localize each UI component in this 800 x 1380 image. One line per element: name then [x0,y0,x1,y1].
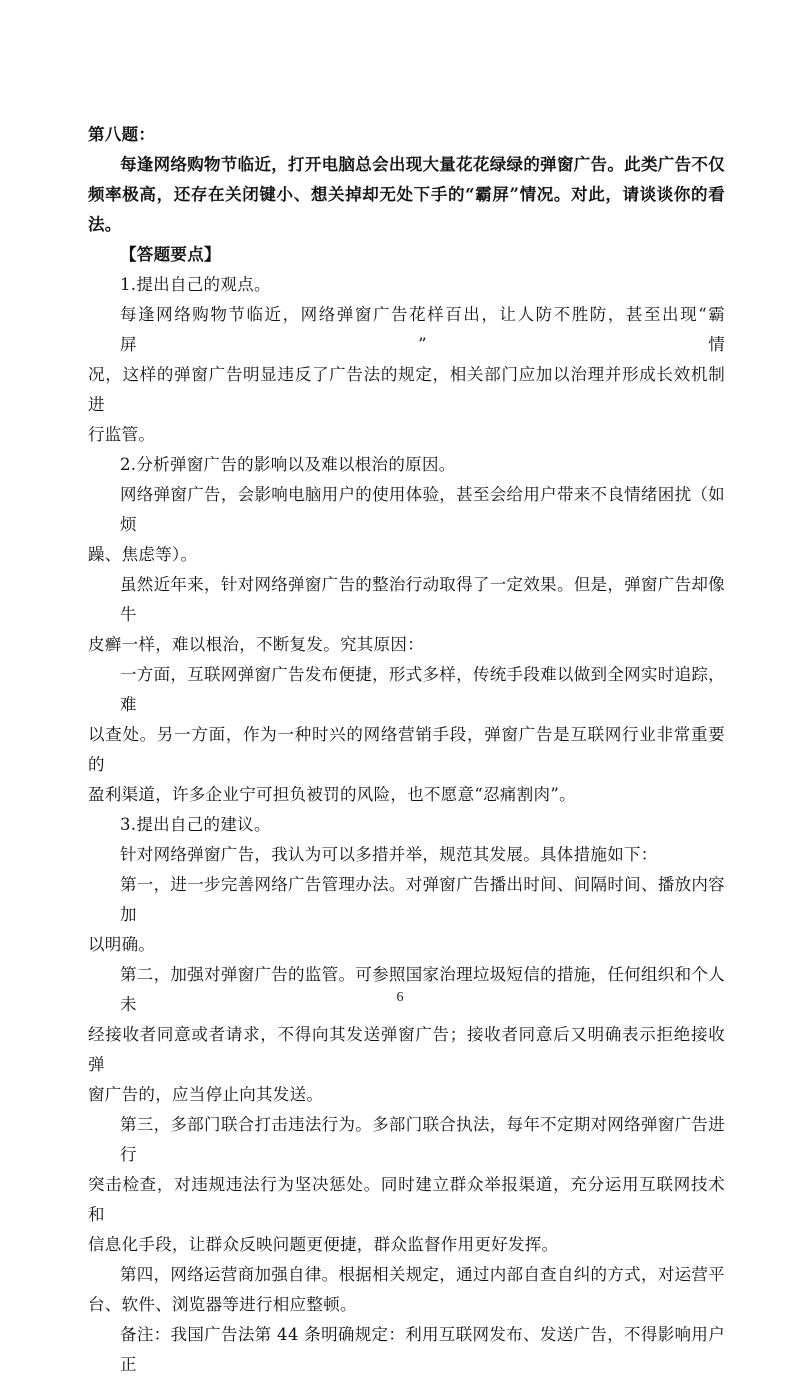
question-title: 第八题： [88,125,156,144]
document-page [88,120,725,1380]
answer-line: 信息化手段，让群众反映问题更便捷，群众监督作用更好发挥。 [88,1235,559,1254]
question-prompt-line: 频率极高，还存在关闭键小、想关掉却无处下手的“霸屏”情况。对此，请谈谈你的看 [88,185,725,204]
answer-line: 况，这样的弹窗广告明显违反了广告法的规定，相关部门应加以治理并形成长效机制进 [88,365,725,414]
answer-line: 第二，加强对弹窗广告的监管。可参照国家治理垃圾短信的措施，任何组织和个人未 [120,965,725,1014]
answer-line: 针对网络弹窗广告，我认为可以多措并举，规范其发展。具体措施如下： [120,845,658,864]
answer-line: 经接收者同意或者请求，不得向其发送弹窗广告；接收者同意后又明确表示拒绝接收弹 [88,1025,725,1074]
answer-line: 网络弹窗广告，会影响电脑用户的使用体验，甚至会给用户带来不良情绪困扰（如烦 [120,485,725,534]
answer-line: 第四，网络运营商加强自律。根据相关规定，通过内部自查自纠的方式，对运营平 [120,1265,725,1284]
answer-point-heading: 2.分析弹窗广告的影响以及难以根治的原因。 [120,455,456,474]
answer-line: 虽然近年来，针对网络弹窗广告的整治行动取得了一定效果。但是，弹窗广告却像牛 [120,575,725,624]
answer-line: 盈利渠道，许多企业宁可担负被罚的风险，也不愿意“忍痛割肉”。 [88,785,576,804]
answer-line: 第三，多部门联合打击违法行为。多部门联合执法，每年不定期对网络弹窗广告进行 [120,1115,725,1164]
page-number: 6 [396,990,404,1005]
question-prompt-line: 法。 [88,215,122,234]
answer-line: 一方面，互联网弹窗广告发布便捷，形式多样，传统手段难以做到全网实时追踪，难 [120,665,725,714]
answer-point-heading: 1.提出自己的观点。 [120,275,271,294]
answer-line: 躁、焦虑等）。 [88,545,198,564]
answer-line: 皮癣一样，难以根治，不断复发。究其原因： [88,635,424,654]
answer-line: 第一，进一步完善网络广告管理办法。对弹窗广告播出时间、间隔时间、播放内容加 [120,875,725,924]
answer-line: 每逢网络购物节临近，网络弹窗广告花样百出，让人防不胜防，甚至出现“霸屏”情 [120,305,725,354]
question-prompt-line: 每逢网络购物节临近，打开电脑总会出现大量花花绿绿的弹窗广告。此类广告不仅 [120,155,725,174]
answer-line: 台、软件、浏览器等进行相应整顿。 [88,1295,357,1314]
answer-line: 突击检查，对违规违法行为坚决惩处。同时建立群众举报渠道，充分运用互联网技术和 [88,1175,725,1224]
answer-line: 以查处。另一方面，作为一种时兴的网络营销手段，弹窗广告是互联网行业非常重要的 [88,725,725,774]
answer-note-line: 备注：我国广告法第 44 条明确规定：利用互联网发布、发送广告，不得影响用户正 [120,1325,725,1374]
answer-line: 行监管。 [88,425,156,444]
answer-heading: 【答题要点】 [120,245,221,264]
answer-line: 以明确。 [88,935,156,954]
answer-line: 窗广告的，应当停止向其发送。 [88,1085,324,1104]
answer-point-heading: 3.提出自己的建议。 [120,815,271,834]
